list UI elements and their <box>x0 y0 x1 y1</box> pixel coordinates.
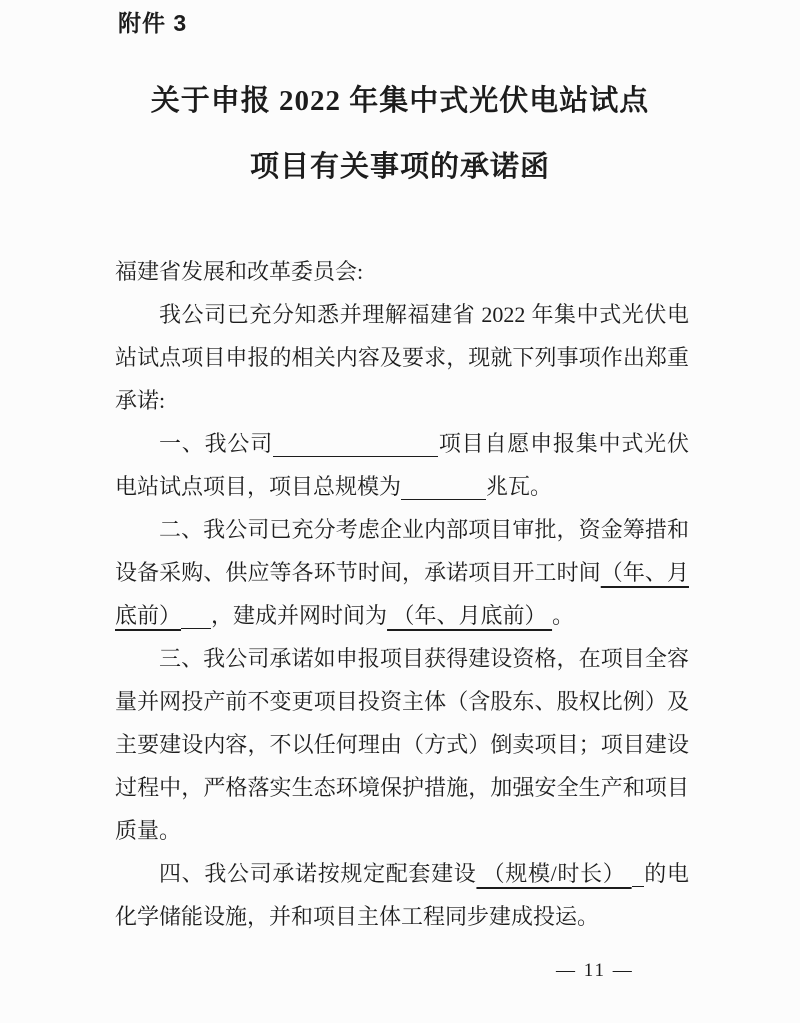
text-run: 项目自愿申报集中式光伏电站试点项目，项目总规模为 <box>115 431 689 499</box>
fill-in-blank <box>401 483 486 500</box>
underlined-placeholder-text: （年、月底前） <box>115 560 689 628</box>
paragraph-intro <box>115 293 689 422</box>
document-body <box>115 250 689 938</box>
text-run: 。 <box>552 603 575 628</box>
salutation: 福建省发展和改革委员会: <box>115 259 364 284</box>
paragraph-item-4 <box>115 852 689 938</box>
text-run: 四、我公司承诺按规定配套建设 <box>159 861 477 886</box>
text-run: 的电化学储能设施，并和项目主体工程同步建成投运。 <box>115 861 689 929</box>
underlined-placeholder-text: （规模/时长） <box>476 861 632 886</box>
title-line-2: 项目有关事项的承诺函 <box>249 151 550 183</box>
fill-in-blank <box>273 440 438 457</box>
document-title <box>0 84 800 184</box>
paragraph-item-2 <box>115 508 689 637</box>
paragraph-item-1 <box>115 422 689 508</box>
title-line-1: 关于申报 2022 年集中式光伏电站试点 <box>150 85 650 117</box>
attachment-label: 附件 3 <box>118 10 188 36</box>
underlined-placeholder-text: （年、月底前） <box>387 603 553 628</box>
text-run: 二、我公司已充分考虑企业内部项目审批，资金筹措和设备采购、供应等各环节时间，承诺项目开工时间 <box>115 517 689 585</box>
fill-in-blank <box>181 612 211 629</box>
paragraph-item-3 <box>115 637 689 852</box>
text-run: 三、我公司承诺如申报项目获得建设资格，在项目全容量并网投产前不变更项目投资主体（含股东、股权比例）及主要建设内容，不以任何理由（方式）倒卖项目；项目建设过程中，严格落实生态环境保护措施，加强安全生产和项目质量。 <box>115 646 689 843</box>
text-run: 我公司已充分知悉并理解福建省 2022 年集中式光伏电站试点项目申报的相关内容及要求，现就下列事项作出郑重承诺: <box>115 302 689 413</box>
text-run: ，建成并网时间为 <box>211 603 388 628</box>
fill-in-blank <box>632 870 644 887</box>
text-run: 一、我公司 <box>159 431 274 456</box>
text-run: 兆瓦。 <box>486 474 553 499</box>
page-number: — 11 — <box>556 960 634 981</box>
